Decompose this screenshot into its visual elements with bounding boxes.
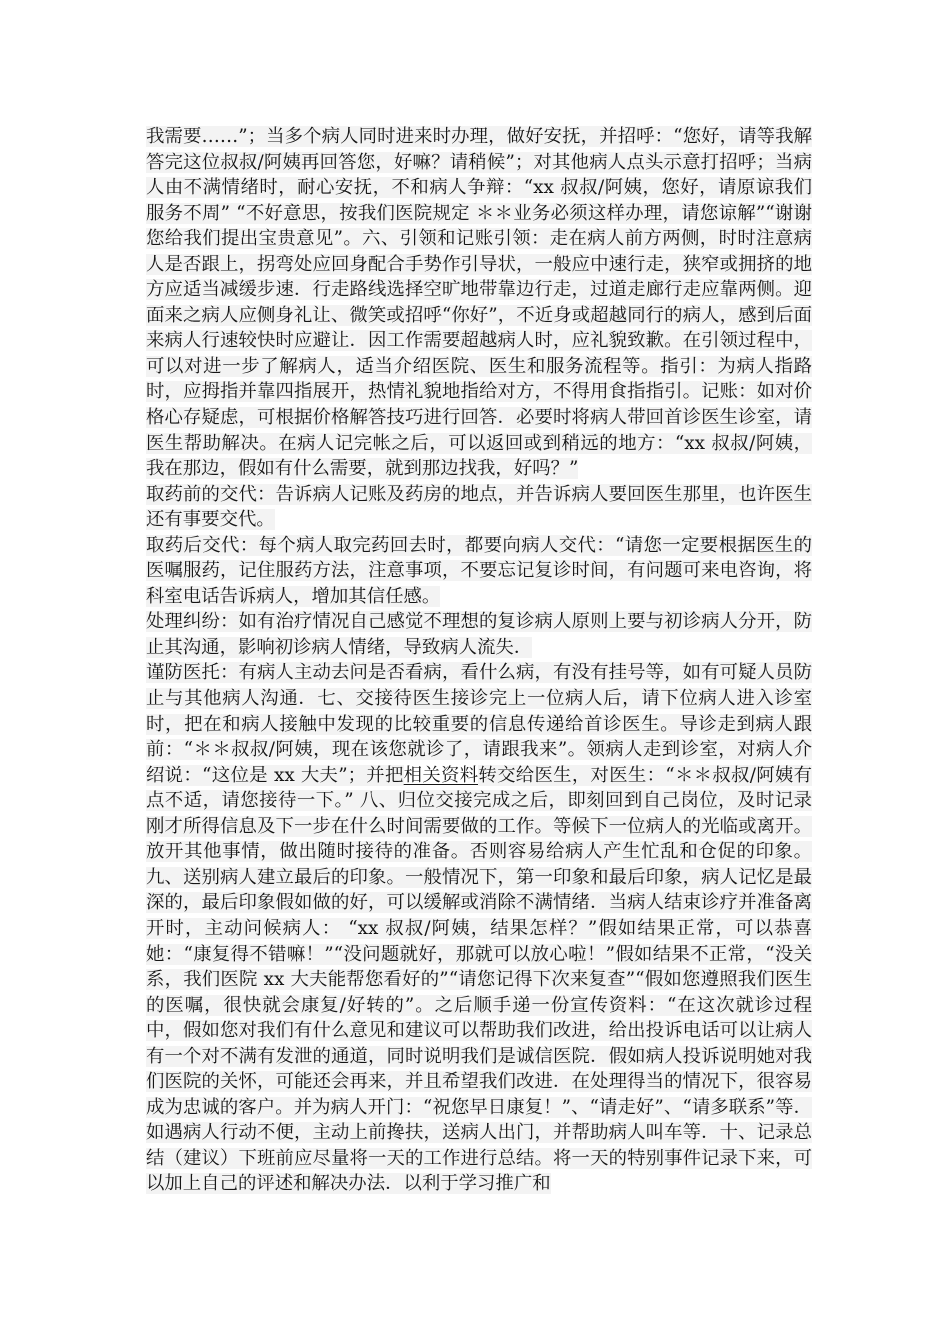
paragraph-1 xyxy=(146,124,812,482)
paragraph-4 xyxy=(146,609,812,660)
paragraph-3-text: 取药后交代：每个病人取完药回去时，都要向病人交代：“请您一定要根据医生的医嘱服药，记住服药方法，注意事项，不要忘记复诊时间，有问题可来电咨询，将科室电话告诉病人，增加其信任感。 xyxy=(146,534,812,607)
related-materials-link[interactable]: 相关资料 xyxy=(403,764,479,786)
paragraph-2-text: 取药前的交代：告诉病人记账及药房的地点，并告诉病人要回医生那里，也许医生还有事要交代。 xyxy=(146,483,812,531)
document-page xyxy=(146,124,812,1197)
paragraph-4-text: 处理纠纷：如有治疗情况自己感觉不理想的复诊病人原则上要与初诊病人分开，防止其沟通，影响初诊病人情绪，导致病人流失． xyxy=(146,611,812,658)
paragraph-2 xyxy=(146,482,812,533)
paragraph-5-text-after-link: 转交给医生，对医生：“＊＊叔叔/阿姨有点不适，请您接待一下。” 八、归位交接完成之后，即刻回到自己岗位，及时记录刚才所得信息及下一步在什么时间需要做的工作。等候下一位病人的光临或离开。放开其他事情，做出随时接待的准备。否则容易给病人产生忙乱和仓促的印象。九、送别病人建立最后的印象。一般情况下，第一印象和最后印象，病人记忆是最深的，最后印象假如做的好，可以缓解或消除不满情绪．当病人结束诊疗并准备离开时，主动问候病人： “xx 叔叔/阿姨，结果怎样？”假如结果正常，可以恭喜她：“康复得不错嘛！”“没问题就好，那就可以放心啦！”假如结果不正常，“没关系，我们医院 xx 大夫能帮您看好的”“请您记得下次来复查”“假如您遵照我们医生的医嘱，很快就会康复/好转的”。之后顺手递一份宣传资料：“在这次就诊过程中，假如您对我们有什么意见和建议可以帮助我们改进，给出投诉电话可以让病人有一个对不满有发泄的通道，同时说明我们是诚信医院．假如病人投诉说明她对我们医院的关怀，可能还会再来，并且希望我们改进．在处理得当的情况下，很容易成为忠诚的客户。并为病人开门：“祝您早日康复！”、“请走好”、“请多联系”等．如遇病人行动不便，主动上前搀扶，送病人出门，并帮助病人叫车等．十、记录总结（建议）下班前应尽量将一天的工作进行总结。将一天的特别事件记录下来，可以加上自己的评述和解决办法．以利于学习推广和 xyxy=(146,764,812,1195)
paragraph-1-text: 我需要……”；当多个病人同时进来时办理，做好安抚，并招呼：“您好，请等我解答完这位叔叔/阿姨再回答您，好嘛？请稍候”；对其他病人点头示意打招呼；当病人由不满情绪时，耐心安抚，不和病人争辩：“xx 叔叔/阿姨，您好，请原谅我们服务不周” “不好意思，按我们医院规定 ＊＊业务必须这样办理，请您谅解”“谢谢您给我们提出宝贵意见”。六、引领和记账引领：走在病人前方两侧，时时注意病人是否跟上，拐弯处应回身配合手势作引导状，一般应中速行走，狭窄或拥挤的地方应适当减缓步速．行走路线选择空旷地带靠边行走，过道走廊行走应靠两侧。迎面来之病人应侧身礼让、微笑或招呼“你好”，不近身或超越同行的病人，感到后面来病人行速较快时应避让．因工作需要超越病人时，应礼貌致歉。在引领过程中，可以对进一步了解病人，适当介绍医院、医生和服务流程等。指引：为病人指路时，应拇指并靠四指展开，热情礼貌地指给对方，不得用食指指引。记账：如对价格心存疑虑，可根据价格解答技巧进行回答．必要时将病人带回首诊医生诊室，请医生帮助解决。在病人记完帐之后，可以返回或到稍远的地方：“xx 叔叔/阿姨，我在那边，假如有什么需要，就到那边找我，好吗？” xyxy=(146,126,812,480)
paragraph-5-text-before-link: 谨防医托：有病人主动去问是否看病，看什么病，有没有挂号等，如有可疑人员防止与其他病人沟通．七、交接待医生接诊完上一位病人后，请下位病人进入诊室时，把在和病人接触中发现的比较重要的信息传递给首诊医生。导诊走到病人跟前：“＊＊叔叔/阿姨，现在该您就诊了，请跟我来”。领病人走到诊室，对病人介绍说：“这位是 xx 大夫”；并把 xyxy=(146,662,812,786)
paragraph-5 xyxy=(146,660,812,1196)
paragraph-3 xyxy=(146,533,812,610)
